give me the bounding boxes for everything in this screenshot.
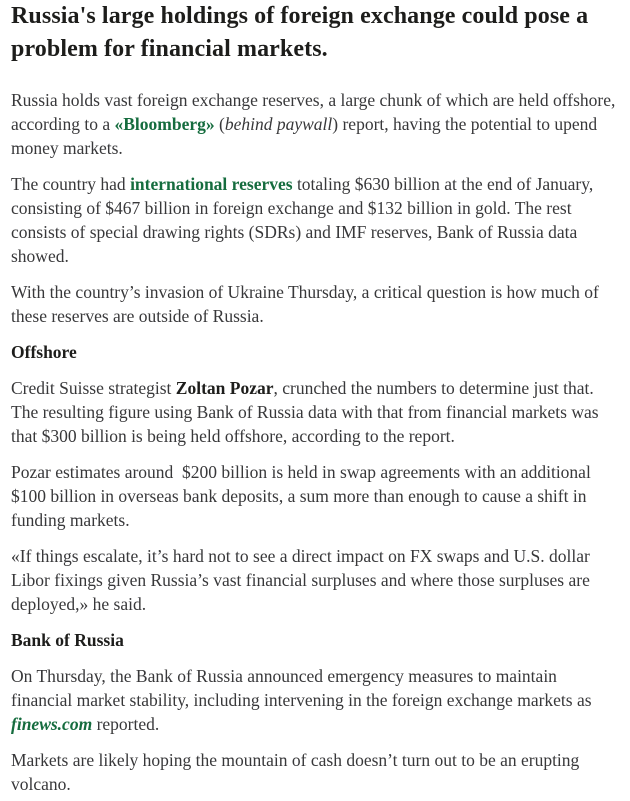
text-span: , crunched the numbers to determine just that. The resulting figure using Bank of Russia data with that from financial markets was that $300 billion is being held offshore, according to the report. (11, 378, 599, 446)
article-headline (11, 0, 620, 66)
text-span: totaling $630 billion at the end of January, consisting of $467 billion in foreign exchange and $132 billion in gold. The rest consists of special drawing rights (SDRs) and IMF reserves, Bank of Russia data showed. (11, 174, 594, 266)
article-body (11, 0, 620, 796)
international-reserves-link[interactable]: international reserves (130, 174, 293, 194)
bloomberg-link[interactable]: «Bloomberg» (114, 114, 215, 134)
estimates-paragraph (11, 460, 620, 532)
section-heading-offshore (11, 340, 620, 364)
text-span: Credit Suisse strategist (11, 378, 176, 398)
text-span: ) report, having the potential to upend money markets. (11, 114, 598, 158)
text-span: reported. (92, 714, 160, 734)
text-span: Pozar estimates around $200 billion is held in swap agreements with an additional $100 billion in overseas bank deposits, a sum more than enough to cause a shift in funding markets. (11, 462, 591, 530)
closing-paragraph (11, 748, 620, 796)
text-span: Russia holds vast foreign exchange reserves, a large chunk of which are held offshore, according to a (11, 90, 616, 134)
text-span: The country had (11, 174, 131, 194)
text-span: Bank of Russia (11, 630, 124, 650)
pozar-paragraph (11, 376, 620, 448)
emergency-measures-paragraph (11, 664, 620, 736)
invasion-paragraph (11, 280, 620, 328)
intro-paragraph (11, 88, 620, 160)
text-span: On Thursday, the Bank of Russia announced emergency measures to maintain financial market stability, including intervening in the foreign exchange markets as (11, 666, 592, 710)
text-span: ( (214, 114, 225, 134)
zoltan-pozar-name: Zoltan Pozar (175, 378, 274, 398)
text-span: With the country’s invasion of Ukraine Thursday, a critical question is how much of these reserves are outside of Russia. (11, 282, 599, 326)
text-span: Markets are likely hoping the mountain of cash doesn’t turn out to be an erupting volcano. (11, 750, 580, 794)
italic-text: behind paywall (224, 114, 333, 134)
text-span: Offshore (11, 342, 77, 362)
reserves-paragraph (11, 172, 620, 268)
text-span: Russia's large holdings of foreign exchange could pose a problem for financial markets. (11, 3, 589, 62)
quote-paragraph (11, 544, 620, 616)
text-span: «If things escalate, it’s hard not to see a direct impact on FX swaps and U.S. dollar Libor fixings given Russia’s vast financial surpluses and where those surpluses are deployed,» he said. (11, 546, 590, 614)
section-heading-bank-of-russia (11, 628, 620, 652)
finews-link[interactable]: finews.com (11, 714, 93, 734)
